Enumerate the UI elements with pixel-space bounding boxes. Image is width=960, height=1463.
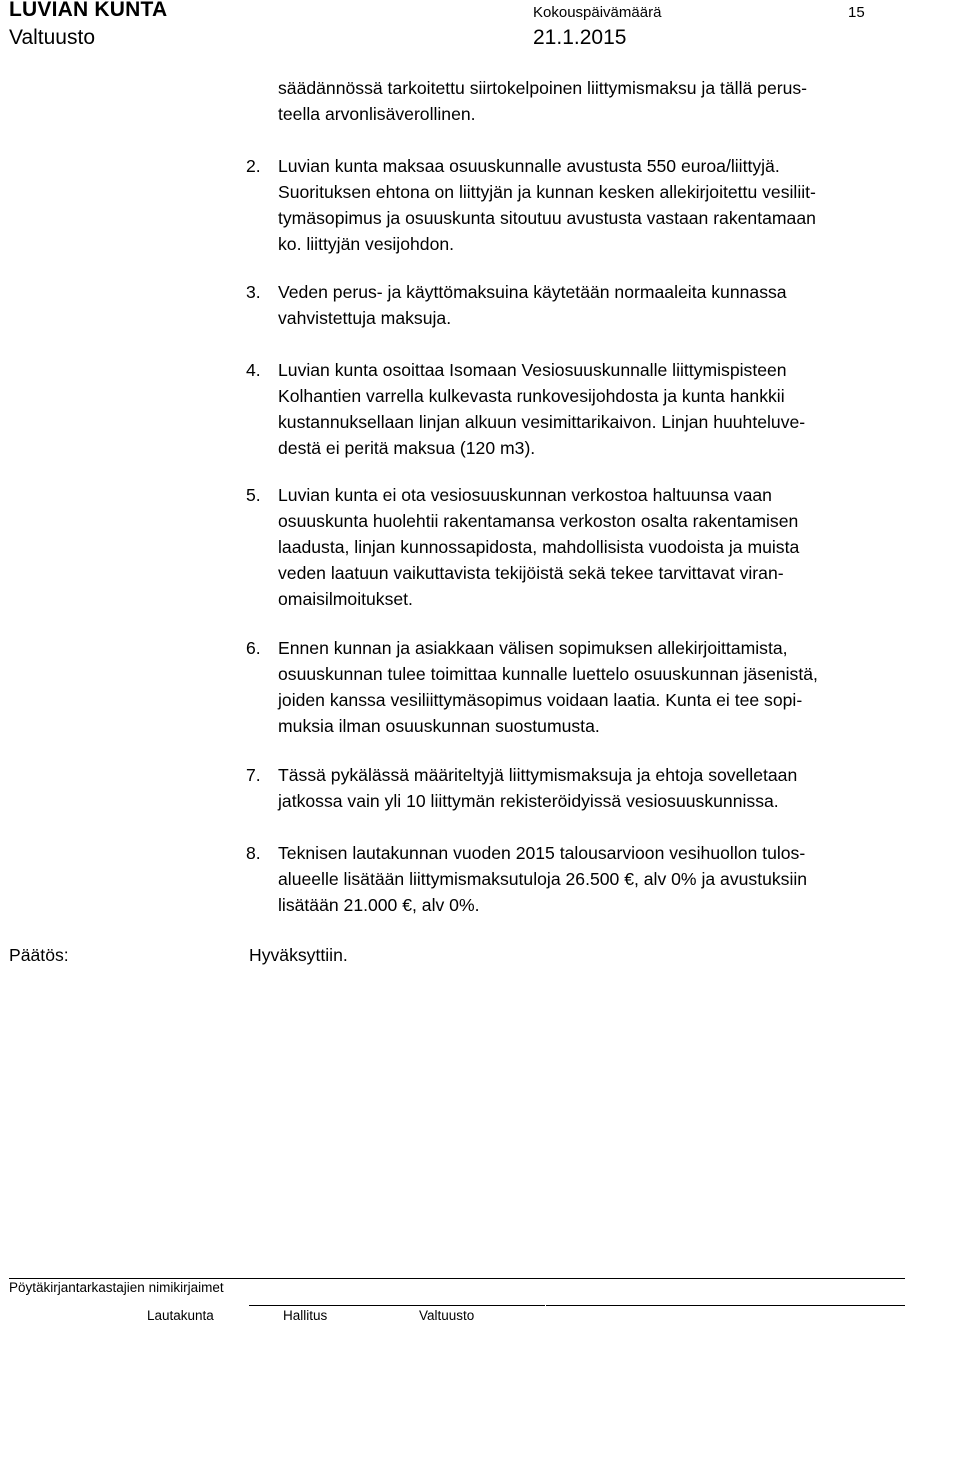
item-number: 6.: [246, 638, 261, 658]
footer-column-government: Hallitus: [283, 1308, 328, 1323]
text-line: jatkossa vain yli 10 liittymän rekisteröidyissä vesiosuuskunnissa.: [278, 791, 779, 811]
text-line: destä ei peritä maksua (120 m3).: [278, 438, 536, 458]
list-item-6: [278, 635, 958, 739]
item-number: 2.: [246, 156, 261, 176]
text-line: Teknisen lautakunnan vuoden 2015 talousarvioon vesihuollon tulos-: [278, 843, 806, 863]
text-line: Ennen kunnan ja asiakkaan välisen sopimuksen allekirjoittamista,: [278, 638, 788, 658]
meeting-date-label: Kokouspäivämäärä: [533, 4, 662, 21]
signature-line: [546, 1305, 905, 1306]
footer-caption: Pöytäkirjantarkastajien nimikirjaimet: [9, 1280, 224, 1295]
list-item-2: [278, 153, 958, 257]
text-line: Suorituksen ehtona on liittyjän ja kunnan kesken allekirjoitettu vesiliit-: [278, 182, 816, 202]
signature-line: [249, 1305, 545, 1306]
text-line: veden laatuun vaikuttavista tekijöistä sekä tekee tarvittavat viran-: [278, 563, 784, 583]
text-line: omaisilmoitukset.: [278, 589, 413, 609]
item-number: 4.: [246, 360, 261, 380]
text-line: laadusta, linjan kunnossapidosta, mahdollisista vuodoista ja muista: [278, 537, 800, 557]
list-item-4: [278, 357, 958, 461]
text-line: teella arvonlisäverollinen.: [278, 104, 476, 124]
text-line: lisätään 21.000 €, alv 0%.: [278, 895, 480, 915]
text-line: muksia ilman osuuskunnan suostumusta.: [278, 716, 600, 736]
governing-body: Valtuusto: [9, 26, 95, 49]
list-item-7: [278, 762, 958, 814]
text-line: Tässä pykälässä määriteltyjä liittymismaksuja ja ehtoja sovelletaan: [278, 765, 798, 785]
text-line: osuuskunnan tulee toimittaa kunnalle luettelo osuuskunnan jäsenistä,: [278, 664, 818, 684]
text-line: joiden kanssa vesiliittymäsopimus voidaan laatia. Kunta ei tee sopi-: [278, 690, 803, 710]
text-line: säädännössä tarkoitettu siirtokelpoinen liittymismaksu ja tällä perus-: [278, 78, 808, 98]
decision-text: Hyväksyttiin.: [249, 945, 348, 965]
intro-paragraph: [278, 75, 958, 127]
text-line: Luvian kunta osoittaa Isomaan Vesiosuuskunnalle liittymispisteen: [278, 360, 787, 380]
text-line: alueelle lisätään liittymismaksutuloja 26.500 €, alv 0% ja avustuksiin: [278, 869, 808, 889]
item-number: 3.: [246, 282, 261, 302]
decision-label: Päätös:: [9, 945, 69, 965]
footer-column-board: Lautakunta: [147, 1308, 214, 1323]
text-line: kustannuksellaan linjan alkuun vesimittarikaivon. Linjan huuhteluve-: [278, 412, 806, 432]
item-number: 8.: [246, 843, 261, 863]
meeting-date: 21.1.2015: [533, 26, 627, 49]
text-line: tymäsopimus ja osuuskunta sitoutuu avustusta vastaan rakentamaan: [278, 208, 816, 228]
list-item-5: [278, 482, 958, 612]
item-number: 5.: [246, 485, 261, 505]
list-item-8: [278, 840, 958, 918]
text-line: Luvian kunta ei ota vesiosuuskunnan verkostoa haltuunsa vaan: [278, 485, 772, 505]
page-number: 15: [848, 4, 865, 21]
text-line: Veden perus- ja käyttömaksuina käytetään normaaleita kunnassa: [278, 282, 787, 302]
text-line: Kolhantien varrella kulkevasta runkovesijohdosta ja kunta hankkii: [278, 386, 785, 406]
text-line: ko. liittyjän vesijohdon.: [278, 234, 455, 254]
text-line: Luvian kunta maksaa osuuskunnalle avustusta 550 euroa/liittyjä.: [278, 156, 780, 176]
list-item-3: [278, 279, 958, 331]
item-number: 7.: [246, 765, 261, 785]
text-line: vahvistettuja maksuja.: [278, 308, 452, 328]
text-line: osuuskunta huolehtii rakentamansa verkoston osalta rakentamisen: [278, 511, 799, 531]
footer-column-council: Valtuusto: [419, 1308, 475, 1323]
footer-divider: [9, 1278, 905, 1279]
organization-name: LUVIAN KUNTA: [9, 0, 168, 21]
